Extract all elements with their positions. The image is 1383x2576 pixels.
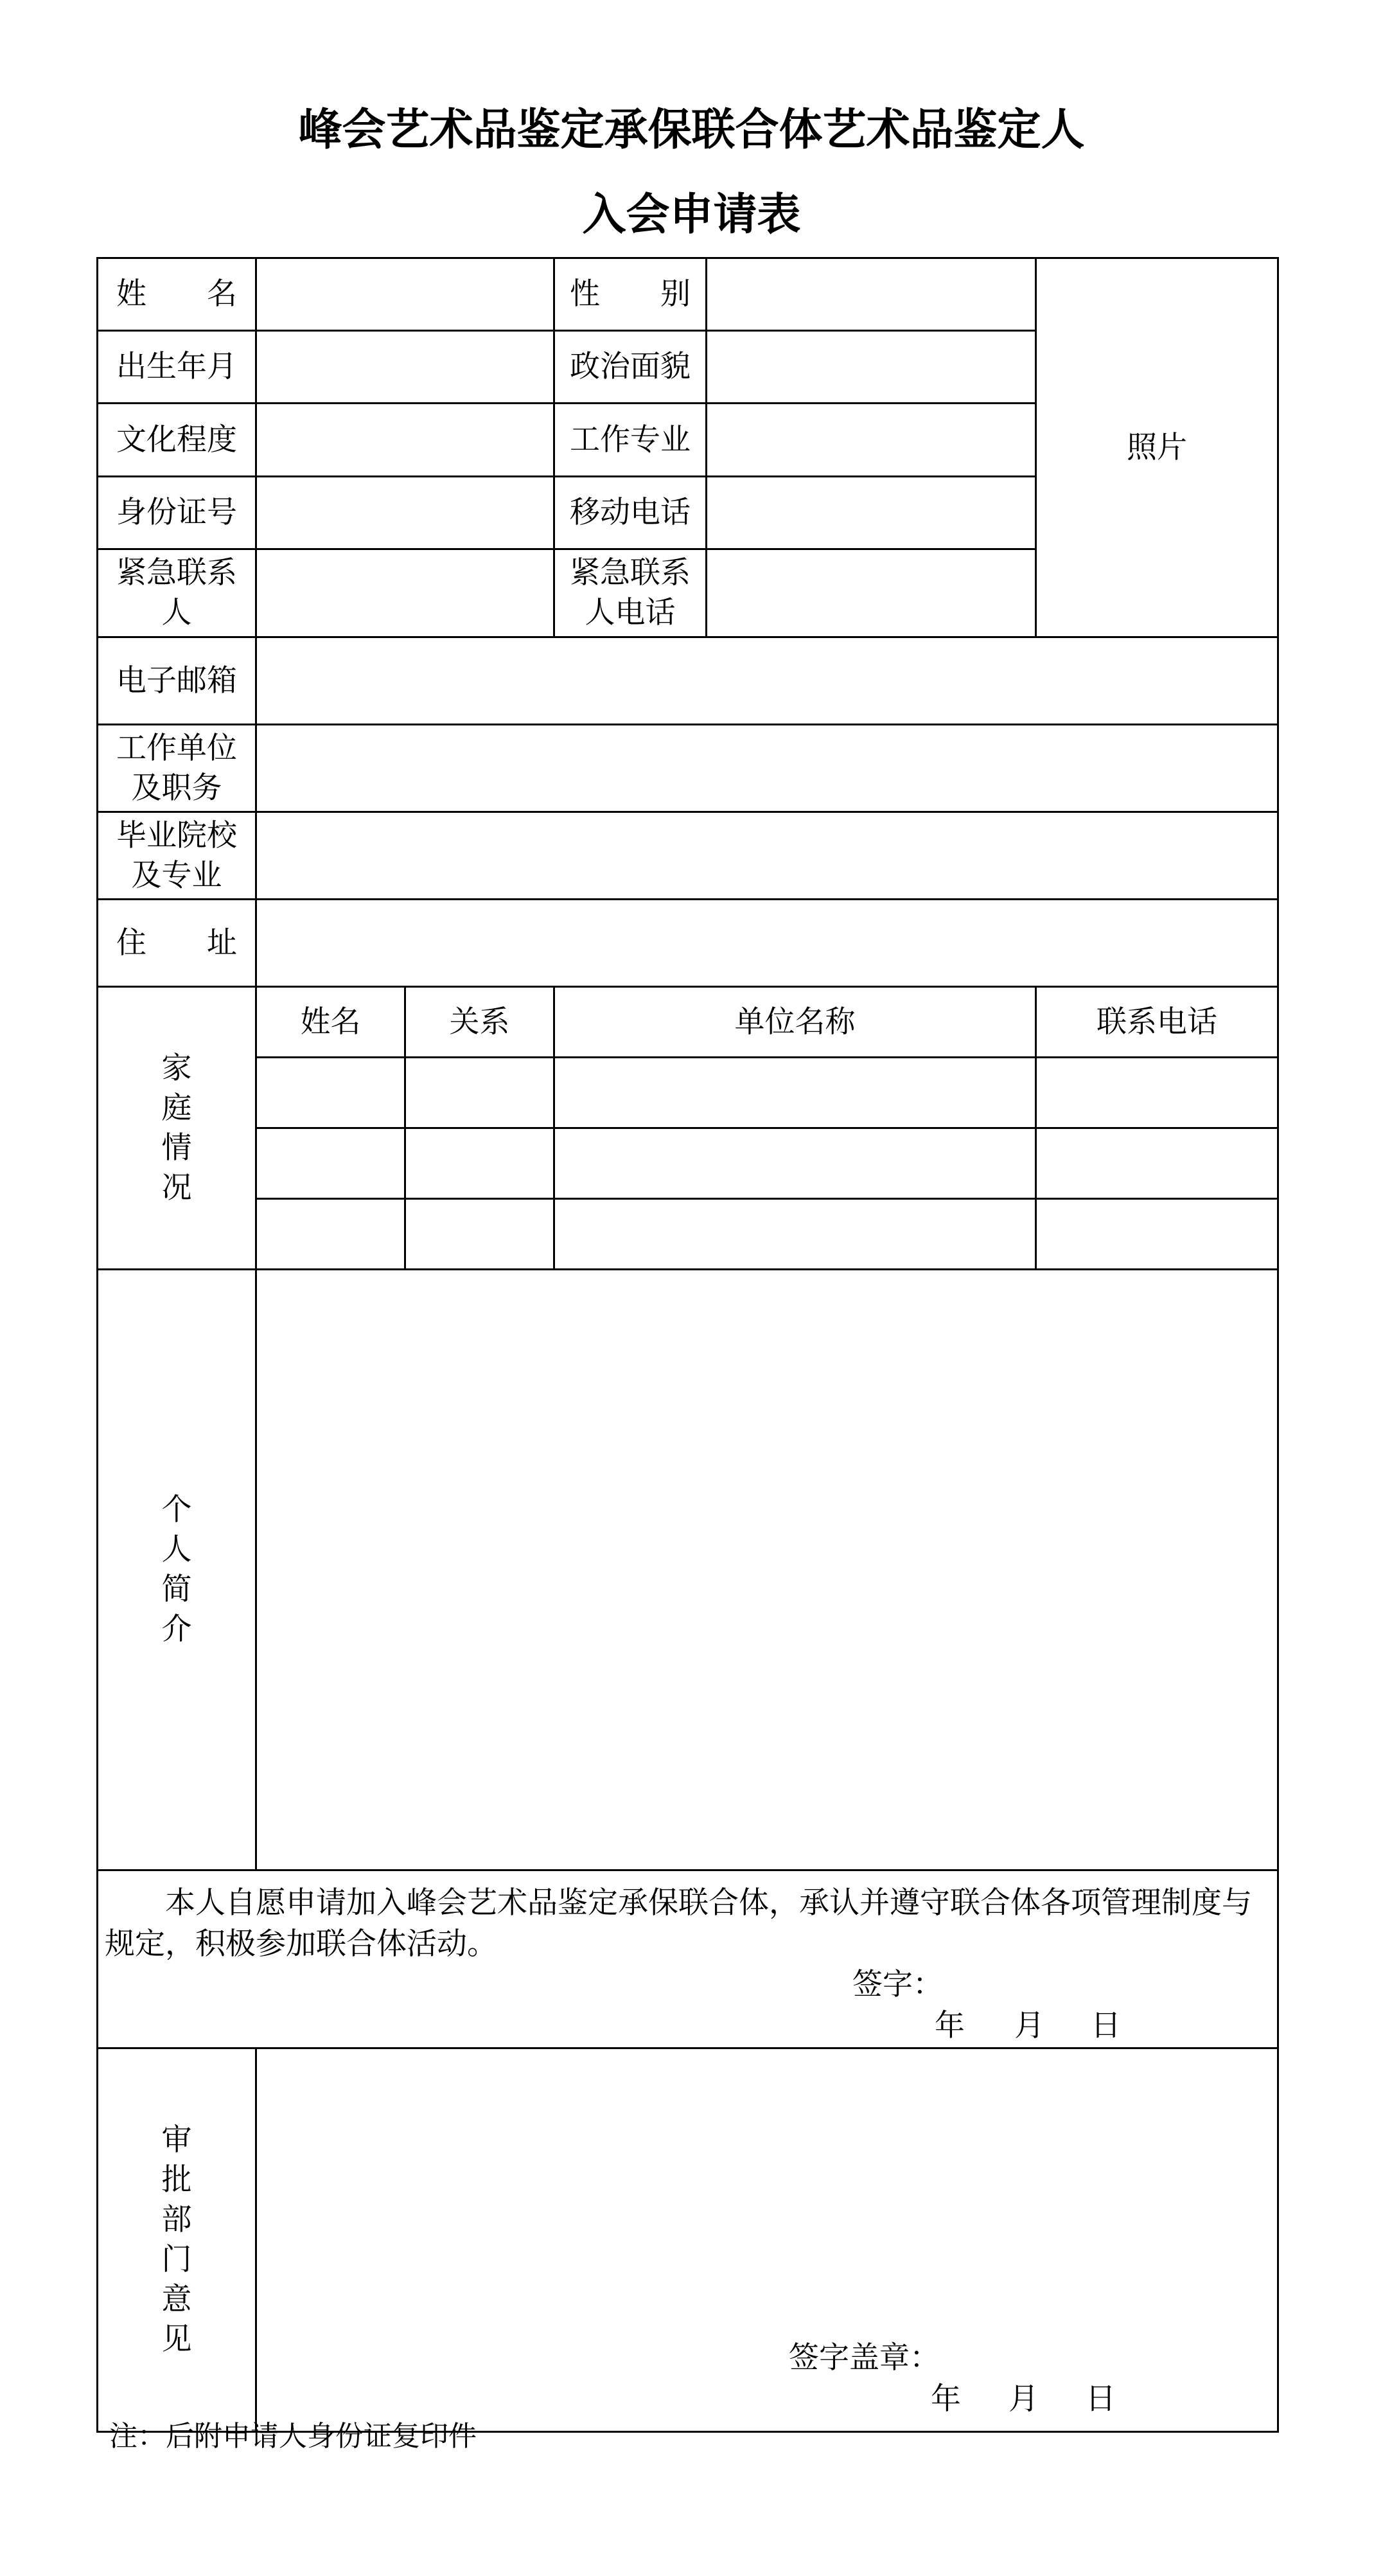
- family-company-cell[interactable]: [554, 1058, 1036, 1128]
- family-relation-cell[interactable]: [405, 1058, 554, 1128]
- family-header-company: 单位名称: [554, 987, 1036, 1058]
- workplace-label: [98, 725, 256, 812]
- birth-label: 出生年月: [98, 331, 256, 404]
- declaration-sign-label: 签字：: [852, 1967, 943, 2002]
- family-phone-cell[interactable]: [1036, 1199, 1278, 1270]
- major-label: 工作专业: [554, 404, 707, 477]
- school-text: 毕业院校及专业: [116, 817, 237, 893]
- form-title: 峰会艺术品鉴定承保联合体艺术品鉴定人: [298, 105, 1085, 155]
- approval-field[interactable]: [256, 2048, 1278, 2432]
- approval-year: 年: [931, 2381, 961, 2417]
- family-row: [98, 1199, 1278, 1270]
- approval-sign-line: [257, 2338, 1277, 2379]
- form-subtitle: 入会申请表: [582, 190, 801, 240]
- approval-date-line: [257, 2379, 1277, 2421]
- family-relation-cell[interactable]: [405, 1199, 554, 1270]
- approval-label-cell: [98, 2048, 256, 2432]
- emergency-phone-label: [554, 549, 707, 637]
- education-field[interactable]: [256, 404, 554, 477]
- photo-label: 照片: [1127, 429, 1187, 465]
- workplace-field[interactable]: [256, 725, 1278, 812]
- family-label-cell: [98, 987, 256, 1270]
- profile-label-cell: [98, 1270, 256, 1870]
- family-company-cell[interactable]: [554, 1128, 1036, 1199]
- gender-field[interactable]: [707, 258, 1036, 331]
- approval-day: 日: [1086, 2381, 1116, 2417]
- declaration-cell: [98, 1870, 1278, 2048]
- education-label: 文化程度: [98, 404, 256, 477]
- gender-label: 性 别: [554, 258, 707, 331]
- approval-label: 审批部门意见: [161, 2122, 192, 2357]
- family-relation-cell[interactable]: [405, 1128, 554, 1199]
- family-phone-cell[interactable]: [1036, 1058, 1278, 1128]
- address-field[interactable]: [256, 900, 1278, 987]
- birth-field[interactable]: [256, 331, 554, 404]
- school-field[interactable]: [256, 812, 1278, 900]
- id-number-label: 身份证号: [98, 477, 256, 549]
- emergency-phone-text: 紧急联系人电话: [569, 555, 691, 630]
- email-field[interactable]: [256, 637, 1278, 725]
- family-phone-cell[interactable]: [1036, 1128, 1278, 1199]
- name-label: 姓 名: [98, 258, 256, 331]
- family-name-cell[interactable]: [256, 1128, 405, 1199]
- mobile-label: 移动电话: [554, 477, 707, 549]
- address-label: 住 址: [98, 900, 256, 987]
- mobile-field[interactable]: [707, 477, 1036, 549]
- declaration-year: 年: [935, 2008, 965, 2043]
- emergency-contact-text: 紧急联系人: [116, 555, 237, 630]
- workplace-text: 工作单位及职务: [116, 730, 237, 806]
- declaration-sign-line: [98, 1965, 1277, 2006]
- approval-sign-label: 签字盖章：: [789, 2340, 940, 2376]
- name-field[interactable]: [256, 258, 554, 331]
- declaration-month: 月: [1014, 2008, 1044, 2043]
- family-row: [98, 1128, 1278, 1199]
- family-name-cell[interactable]: [256, 1199, 405, 1270]
- profile-label: 个人简介: [161, 1492, 192, 1647]
- photo-box[interactable]: [1036, 258, 1278, 637]
- family-row: [98, 1058, 1278, 1128]
- school-label: [98, 812, 256, 900]
- family-header-phone: 联系电话: [1036, 987, 1278, 1058]
- political-field[interactable]: [707, 331, 1036, 404]
- family-name-cell[interactable]: [256, 1058, 405, 1128]
- declaration-text: 本人自愿申请加入峰会艺术品鉴定承保联合体，承认并遵守联合体各项管理制度与规定，积极参加联合体活动。: [105, 1885, 1252, 1962]
- application-form-table: [96, 257, 1279, 2433]
- id-number-field[interactable]: [256, 477, 554, 549]
- family-company-cell[interactable]: [554, 1199, 1036, 1270]
- emergency-phone-field[interactable]: [707, 549, 1036, 637]
- major-field[interactable]: [707, 404, 1036, 477]
- profile-field[interactable]: [256, 1270, 1278, 1870]
- declaration-date-line: [98, 2006, 1277, 2047]
- family-header-relation: 关系: [405, 987, 554, 1058]
- political-label: 政治面貌: [554, 331, 707, 404]
- emergency-contact-field[interactable]: [256, 549, 554, 637]
- emergency-contact-label: [98, 549, 256, 637]
- footnote: 注：后附申请人身份证复印件: [109, 2420, 477, 2453]
- family-label: 家庭情况: [161, 1050, 192, 1205]
- approval-month: 月: [1009, 2381, 1039, 2417]
- declaration-day: 日: [1091, 2008, 1121, 2043]
- family-header-name: 姓名: [256, 987, 405, 1058]
- email-label: 电子邮箱: [98, 637, 256, 725]
